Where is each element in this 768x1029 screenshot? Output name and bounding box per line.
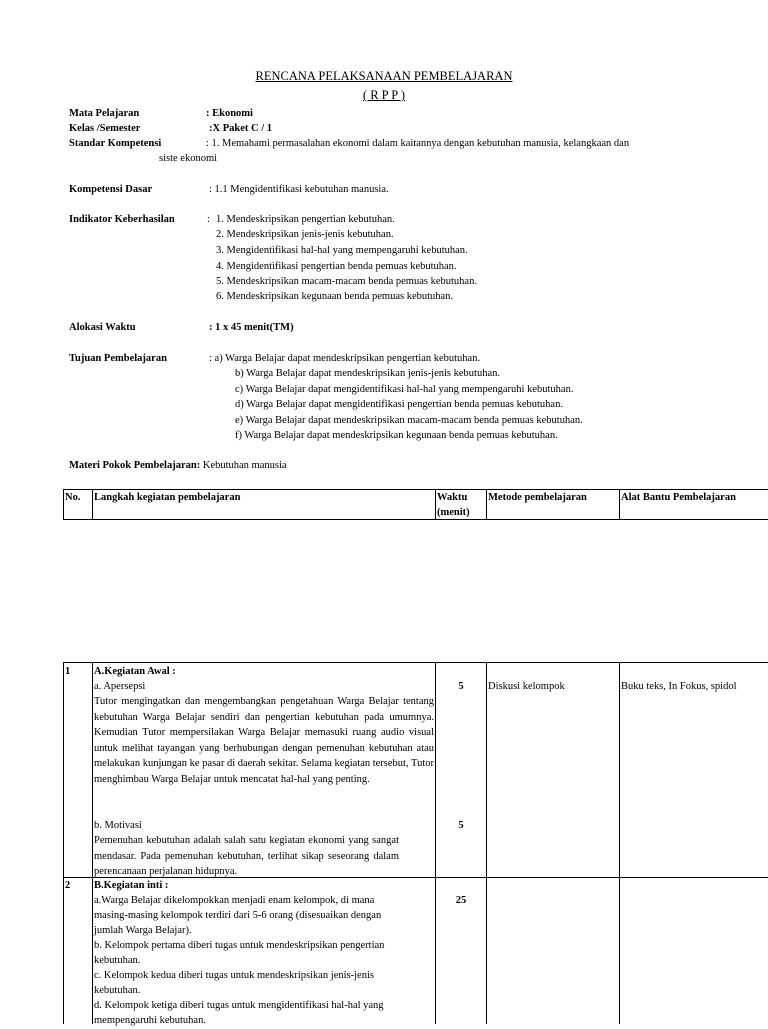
tujuan-item: d) Warga Belajar dapat mengidentifikasi pengertian benda pemuas kebutuhan.: [235, 399, 563, 410]
indikator-item: 5. Mendeskripsikan macam-macam benda pemuas kebutuhan.: [216, 276, 477, 287]
row-line: b. Kelompok pertama diberi tugas untuk mendeskripsikan pengertian: [94, 940, 385, 951]
row-waktu: 5: [458, 820, 464, 831]
indikator-item: 1. Mendeskripsikan pengertian kebutuhan.: [216, 214, 395, 225]
row-heading: A.Kegiatan Awal :: [94, 666, 176, 677]
row-paragraph: Pemenuhan kebutuhan adalah salah satu kegiatan ekonomi yang sangat mendasar. Pada pemenuhan kebutuhan, terlihat sikap seseorang dalam perencanaan perjalanan hidupnya.: [94, 835, 399, 877]
indikator-keberhasilan-label: Indikator Keberhasilan: [69, 214, 175, 225]
col-header-langkah: Langkah kegiatan pembelajaran: [94, 492, 241, 503]
col-header-no: No.: [65, 492, 81, 503]
row-line: d. Kelompok ketiga diberi tugas untuk mengidentifikasi hal-hal yang: [94, 1000, 384, 1011]
indikator-colon: :: [207, 214, 210, 225]
col-header-waktu-unit: (menit): [437, 507, 470, 518]
kelas-semester-label: Kelas /Semester: [69, 123, 141, 134]
row-subheading: a. Apersepsi: [94, 681, 146, 692]
row-subheading: b. Motivasi: [94, 820, 142, 831]
row-line: c. Kelompok kedua diberi tugas untuk mendeskripsikan jenis-jenis: [94, 970, 374, 981]
row-paragraph: Tutor mengingatkan dan mengembangkan pengetahuan Warga Belajar tentang kebutuhan Warga Belajar sendiri dan pengertian kebutuhan pada umumnya. Kemudian Tutor mempersilakan Warga Belajar memasuki ruang audio visual untuk melihat tayangan yang berhubungan dengan pemenuhan kebutuhan atau melakukan kunjungan ke pasar di daerah sekitar. Selama kegiatan tersebut, Tutor menghimbau Warga Belajar untuk mencatat hal-hal yang penting.: [94, 696, 434, 785]
kelas-semester-value: :X Paket C / 1: [209, 123, 272, 134]
materi-pokok: [69, 458, 287, 474]
row-number: 2: [65, 880, 71, 891]
standar-kompetensi-value-cont: siste ekonomi: [159, 153, 218, 164]
alokasi-waktu-label: Alokasi Waktu: [69, 322, 136, 333]
row-waktu: 5: [458, 681, 464, 692]
row-line: mempengaruhi kebutuhan.: [94, 1015, 206, 1026]
indikator-item: 3. Mengidentifikasi hal-hal yang mempengaruhi kebutuhan.: [216, 245, 468, 256]
row-alat: Buku teks, In Fokus, spidol: [621, 681, 737, 692]
tujuan-pembelajaran-label: Tujuan Pembelajaran: [69, 353, 167, 364]
materi-pokok-label: Materi Pokok Pembelajaran:: [69, 460, 201, 471]
kompetensi-dasar-label: Kompetensi Dasar: [69, 184, 153, 195]
row-line: kebutuhan.: [94, 955, 141, 966]
row-heading: B.Kegiatan inti :: [94, 880, 169, 891]
col-header-waktu: Waktu: [437, 492, 468, 503]
standar-kompetensi-label: Standar Kompetensi: [69, 138, 162, 149]
standar-kompetensi-value: : 1. Memahami permasalahan ekonomi dalam kaitannya dengan kebutuhan manusia, kelangkaan dan: [206, 138, 630, 149]
col-header-alat: Alat Bantu Pembelajaran: [621, 492, 736, 503]
row-waktu: 25: [455, 895, 467, 906]
tujuan-item: e) Warga Belajar dapat mendeskripsikan macam-macam benda pemuas kebutuhan.: [235, 415, 583, 426]
mata-pelajaran-value: : Ekonomi: [206, 108, 253, 119]
tujuan-item: : a) Warga Belajar dapat mendeskripsikan pengertian kebutuhan.: [209, 353, 481, 364]
tujuan-item: f) Warga Belajar dapat mendeskripsikan kegunaan benda pemuas kebutuhan.: [235, 430, 558, 441]
row-line: jumlah Warga Belajar).: [94, 925, 192, 936]
document-title: RENCANA PELAKSANAAN PEMBELAJARAN: [255, 69, 513, 83]
alokasi-waktu-value: : 1 x 45 menit(TM): [209, 322, 294, 333]
materi-pokok-value: Kebutuhan manusia: [200, 460, 287, 471]
col-header-metode: Metode pembelajaran: [488, 492, 587, 503]
document-subtitle: ( R P P ): [362, 88, 406, 102]
row-number: 1: [65, 666, 71, 677]
row-metode: Diskusi kelompok: [488, 681, 565, 692]
tujuan-item: b) Warga Belajar dapat mendeskripsikan jenis-jenis kebutuhan.: [235, 368, 500, 379]
indikator-item: 6. Mendeskripsikan kegunaan benda pemuas kebutuhan.: [216, 291, 454, 302]
row-line: a.Warga Belajar dikelompokkan menjadi enam kelompok, di mana: [94, 895, 375, 906]
indikator-item: 4. Mengidentifikasi pengertian benda pemuas kebutuhan.: [216, 261, 457, 272]
tujuan-item: c) Warga Belajar dapat mengidentifikasi hal-hal yang mempengaruhi kebutuhan.: [235, 384, 574, 395]
row-line: masing-masing kelompok terdiri dari 5-6 orang (disesuaikan dengan: [94, 910, 382, 921]
indikator-item: 2. Mendeskripsikan jenis-jenis kebutuhan.: [216, 229, 394, 240]
row-line: kebutuhan.: [94, 985, 141, 996]
kompetensi-dasar-value: : 1.1 Mengidentifikasi kebutuhan manusia.: [209, 184, 389, 195]
mata-pelajaran-label: Mata Pelajaran: [69, 108, 140, 119]
